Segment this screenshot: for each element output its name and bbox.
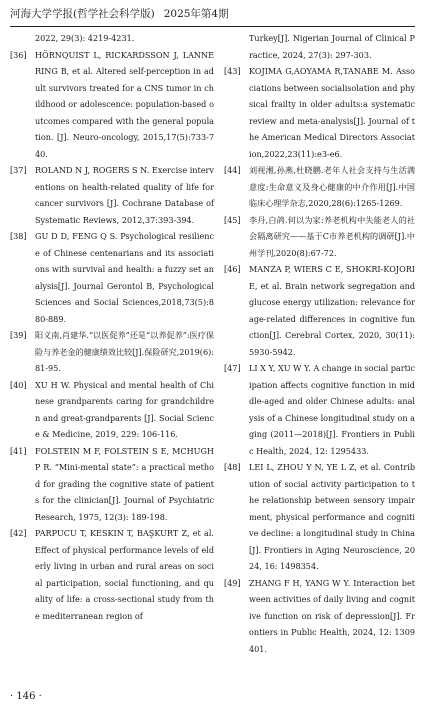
reference-number: [43] — [224, 66, 241, 76]
reference-number: [39] — [10, 330, 27, 340]
reference-text: PARPUCU T, KESKIN T, BAŞKURT Z, et al. Effect of physical performance levels of elderly living in urban and rural areas on social participation, social functioning, and quality of life: a cross-sectional study from the mediterranean region of — [35, 528, 214, 621]
reference-item — [224, 30, 415, 63]
page-number: · 146 · — [10, 691, 42, 702]
reference-text: 阳义南,肖建华.“以医促养”还是“以养促养”:医疗保险与养老金的健康绩效比较[J].保险研究,2019(6):81-95. — [35, 330, 214, 373]
reference-number: [45] — [224, 214, 241, 225]
reference-text: Turkey[J]. Nigerian Journal of Clinical Practice, 2024, 27(3): 297-303. — [249, 33, 415, 60]
references-left-column — [10, 30, 214, 624]
reference-item — [10, 228, 214, 327]
reference-text: 李丹,白鸽.何以为家:养老机构中失能老人的社会隔离研究——基于C市养老机构的调研[J].中州学刊,2020(8):67-72. — [249, 214, 415, 258]
reference-item — [224, 162, 415, 212]
reference-text: 2022, 29(3): 4219-4231. — [35, 33, 135, 43]
reference-item — [224, 360, 415, 459]
reference-number: [42] — [10, 528, 27, 538]
reference-item — [10, 377, 214, 443]
reference-number: [49] — [224, 577, 241, 588]
reference-text: LI X Y, XU W Y. A change in social participation affects cognitive function in middle-aged and older Chinese adults: analysis of a Chinese longitudinal study on aging (2011—2018)[J]. Frontiers in Public Health, 2024, 12: 1295433. — [249, 363, 415, 456]
reference-text: HÖRNQUIST L, RICKARDSSON J, LANNERING B, et al. Altered self-perception in adult survivors treated for a CNS tumor in childhood or adolescence: population-based outcomes compared with the general population. [J]. Neuro-oncology, 2015,17(5):733-740. — [35, 49, 214, 159]
reference-item — [10, 47, 214, 163]
reference-number: [37] — [10, 165, 27, 175]
reference-text: ZHANG F H, YANG W Y. Interaction between activities of daily living and cognitive function on risk of depression[J]. Frontiers in Public Health, 2024, 12: 1309401. — [249, 577, 415, 654]
reference-number: [40] — [10, 379, 27, 390]
references-right-column — [224, 30, 415, 657]
header-rule — [10, 26, 415, 27]
reference-number: [38] — [10, 231, 27, 241]
reference-number: [46] — [224, 264, 241, 274]
reference-text: KOJIMA G,AOYAMA R,TANABE M. Associations between socialisolation and physical frailty in older adults:a systematic review and meta-analysis[J]. Journal of the American Medical Directors Association,2022,23(11):e3-e6. — [249, 66, 415, 159]
reference-text: FOLSTEIN M F, FOLSTEIN S E, MCHUGH P R. “Mini-mental state”: a practical method for grading the cognitive state of patients for the clinician[J]. Journal of Psychiatric Research, 1975, 12(3): 189-198. — [35, 445, 214, 522]
reference-number: [47] — [224, 363, 241, 373]
reference-text: MANZA P, WIERS C E, SHOKRI-KOJORI E, et al. Brain network segregation and glucose energy utilization: relevance for age-related differences in cognitive function[J]. Cerebral Cortex, 2020, 30(11): 5930-5942. — [249, 264, 415, 357]
reference-text: 刘视湘,孙燕,杜晓鹏.老年人社会支持与生活满意度:生命意义及身心健康的中介作用[J].中国临床心理学杂志,2020,28(6):1265-1269. — [249, 165, 415, 208]
reference-number: [48] — [224, 462, 241, 472]
reference-text: ROLAND N J, ROGERS S N. Exercise interventions on health-related quality of life for cancer survivors [J]. Cochrane Database of Systematic Reviews, 2012,37:393-394. — [35, 165, 214, 225]
reference-item — [10, 327, 214, 377]
reference-item — [10, 443, 214, 526]
reference-item — [224, 63, 415, 162]
reference-text: GU D D, FENG Q S. Psychological resilience of Chinese centenarians and its associations with survival and health: a fuzzy set analysis[J]. Journal Gerontol B, Psychological Sciences and Social Sciences,2018,73(5):880-889. — [35, 231, 214, 324]
reference-item — [224, 261, 415, 360]
reference-item — [10, 162, 214, 228]
reference-item — [10, 30, 214, 47]
reference-item — [224, 459, 415, 575]
reference-number: [44] — [224, 165, 241, 175]
reference-item — [224, 212, 415, 262]
reference-text: XU H W. Physical and mental health of Chinese grandparents caring for grandchildren and great-grandparents [J]. Social Science & Medicine, 2019, 229: 106-116. — [35, 379, 214, 439]
reference-item — [10, 525, 214, 624]
journal-name: 河海大学学报(哲学社会科学版) — [10, 8, 155, 20]
reference-text: LEI L, ZHOU Y N, YE L Z, et al. Contribution of social activity participation to the relationship between sensory impairment, physical performance and cognitive decline: a longitudinal study in China[J]. Frontiers in Aging Neuroscience, 2024, 16: 1498354. — [249, 462, 415, 571]
issue-label: 2025年第4期 — [163, 8, 229, 20]
running-header — [10, 7, 415, 21]
reference-number: [41] — [10, 445, 27, 456]
reference-item — [224, 575, 415, 658]
reference-number: [36] — [10, 49, 27, 60]
